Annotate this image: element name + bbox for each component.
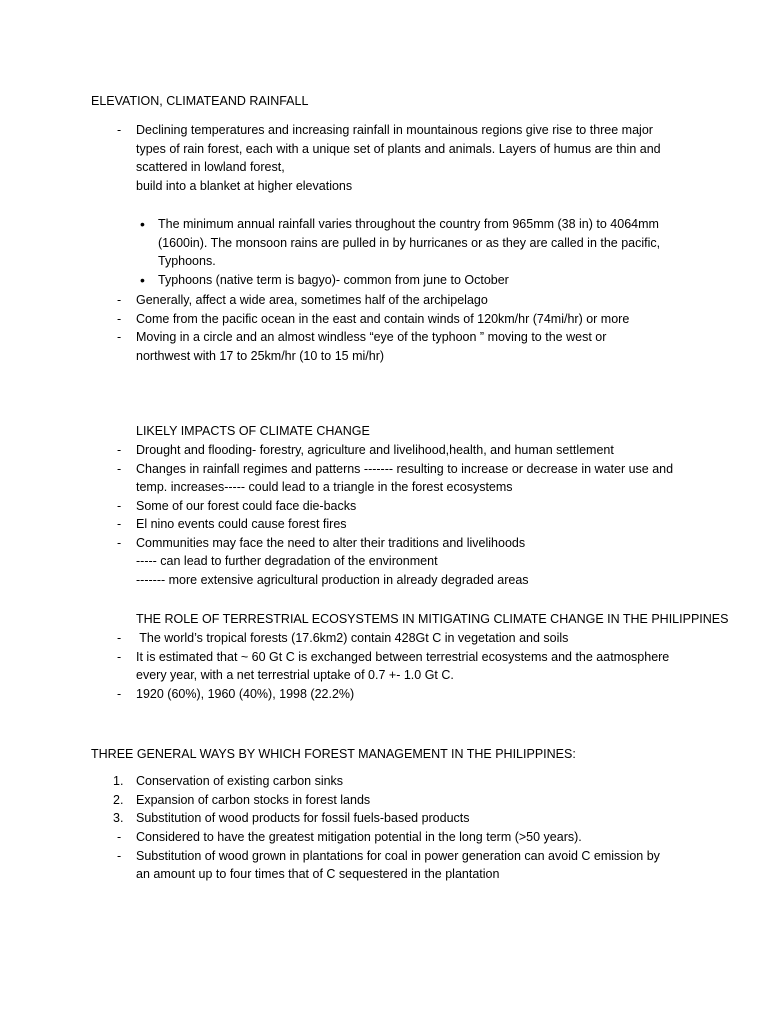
list-item	[117, 328, 687, 365]
text-line: The world’s tropical forests (17.6km2) contain 428Gt C in vegetation and soils	[136, 631, 569, 645]
text-line: Typhoons.	[158, 254, 216, 268]
list-item-text	[136, 328, 687, 365]
list-item	[113, 791, 693, 810]
dash-marker: -	[117, 686, 122, 701]
text-line: El nino events could cause forest fires	[136, 517, 347, 531]
text-line: Typhoons (native term is bagyo)- common from june to October	[158, 272, 509, 287]
section-heading-impacts: LIKELY IMPACTS OF CLIMATE CHANGE	[136, 424, 370, 438]
list-item	[113, 772, 693, 791]
bullet-marker: •	[140, 216, 145, 232]
list-item	[140, 271, 700, 290]
dash-marker: -	[117, 631, 122, 645]
section-heading-elevation: ELEVATION, CLIMATEAND RAINFALL	[91, 94, 309, 108]
list-item-text	[136, 809, 693, 828]
section-heading-ways: THREE GENERAL WAYS BY WHICH FOREST MANAGEMENT IN THE PHILIPPINES:	[91, 747, 576, 761]
text-line: ----- can lead to further degradation of the environment	[136, 554, 438, 568]
text-line: Some of our forest could face die-backs	[136, 498, 357, 513]
text-line: scattered in lowland forest,	[136, 160, 285, 174]
list-item	[117, 515, 687, 534]
text-line: Drought and flooding- forestry, agriculture and livelihood,health, and human settlement	[136, 443, 614, 457]
dash-marker: -	[117, 848, 122, 863]
dash-marker: -	[117, 830, 122, 844]
list-item-text	[158, 215, 700, 271]
number-marker: 2.	[113, 792, 124, 807]
number-marker: 3.	[113, 811, 124, 825]
text-line: ------- more extensive agricultural production in already degraded areas	[136, 572, 529, 587]
list-item-text	[136, 791, 693, 810]
list-item	[117, 291, 687, 310]
list-item-text	[136, 629, 687, 648]
text-line: It is estimated that ~ 60 Gt C is exchanged between terrestrial ecosystems and the aatmosphere	[136, 649, 670, 664]
list-item-text	[136, 515, 687, 534]
dash-marker: -	[117, 293, 122, 307]
list-item-text	[136, 291, 687, 310]
text-line: (1600in). The monsoon rains are pulled in by hurricanes or as they are called in the pacific,	[158, 235, 661, 250]
dash-marker: -	[117, 330, 122, 344]
text-line: Come from the pacific ocean in the east and contain winds of 120km/hr (74mi/hr) or more	[136, 311, 630, 326]
text-line: The minimum annual rainfall varies throughout the country from 965mm (38 in) to 4064mm	[158, 217, 659, 231]
impacts-list	[117, 441, 687, 589]
text-line: build into a blanket at higher elevations	[136, 178, 353, 193]
text-line: Changes in rainfall regimes and patterns ------- resulting to increase or decrease in water use and	[136, 461, 674, 476]
list-item-text	[136, 460, 687, 497]
text-line: every year, with a net terrestrial uptake of 0.7 +- 1.0 Gt C.	[136, 668, 454, 682]
list-item	[117, 629, 687, 648]
ways-numbered-list	[113, 772, 693, 828]
list-item-text	[136, 497, 687, 516]
list-item-text	[136, 648, 687, 685]
list-item	[117, 828, 687, 847]
dash-marker: -	[117, 311, 122, 326]
list-item-text	[136, 772, 693, 791]
list-item	[117, 121, 687, 195]
list-item-text	[136, 847, 687, 884]
text-line: northwest with 17 to 25km/hr (10 to 15 mi/hr)	[136, 348, 385, 363]
bullet-marker: •	[140, 271, 145, 288]
list-item	[117, 310, 687, 329]
text-line: Expansion of carbon stocks in forest lands	[136, 792, 371, 807]
list-item	[117, 847, 687, 884]
text-line: Declining temperatures and increasing rainfall in mountainous regions give rise to three major	[136, 123, 653, 137]
list-item-text	[136, 685, 687, 704]
list-item	[140, 215, 700, 271]
dash-marker: -	[117, 535, 122, 550]
section-heading-role: THE ROLE OF TERRESTRIAL ECOSYSTEMS IN MITIGATING CLIMATE CHANGE IN THE PHILIPPINES	[136, 612, 729, 626]
dash-marker: -	[117, 517, 122, 531]
list-item	[117, 460, 687, 497]
text-line: temp. increases----- could lead to a triangle in the forest ecosystems	[136, 480, 513, 494]
list-item	[117, 497, 687, 516]
list-item	[113, 809, 693, 828]
dash-marker: -	[117, 498, 122, 513]
text-line: Conservation of existing carbon sinks	[136, 774, 344, 788]
list-item-text	[136, 441, 687, 460]
text-line: Substitution of wood grown in plantations for coal in power generation can avoid C emission by	[136, 848, 660, 863]
text-line: an amount up to four times that of C sequestered in the plantation	[136, 867, 500, 881]
list-item-text	[158, 271, 700, 290]
text-line: Moving in a circle and an almost windless “eye of the typhoon ” moving to the west or	[136, 330, 607, 344]
list-item	[117, 685, 687, 704]
role-list	[117, 629, 687, 703]
list-item-text	[136, 310, 687, 329]
text-line: 1920 (60%), 1960 (40%), 1998 (22.2%)	[136, 686, 355, 701]
number-marker: 1.	[113, 774, 124, 788]
list-item-text	[136, 534, 687, 590]
elevation-typhoon-list	[117, 291, 687, 365]
text-line: types of rain forest, each with a unique set of plants and animals. Layers of humus are thin and	[136, 141, 661, 156]
dash-marker: -	[117, 461, 122, 476]
dash-marker: -	[117, 649, 122, 664]
text-line: Substitution of wood products for fossil fuels-based products	[136, 811, 470, 825]
ways-dash-list	[117, 828, 687, 884]
list-item	[117, 648, 687, 685]
text-line: Communities may face the need to alter their traditions and livelihoods	[136, 535, 526, 550]
text-line: Considered to have the greatest mitigation potential in the long term (>50 years).	[136, 830, 582, 844]
list-item	[117, 534, 687, 590]
list-item	[117, 441, 687, 460]
text-line: Generally, affect a wide area, sometimes half of the archipelago	[136, 293, 488, 307]
dash-marker: -	[117, 123, 122, 137]
dash-marker: -	[117, 443, 122, 457]
elevation-bullet-list	[140, 215, 700, 289]
elevation-dash-list	[117, 121, 687, 195]
list-item-text	[136, 828, 687, 847]
list-item-text	[136, 121, 687, 195]
